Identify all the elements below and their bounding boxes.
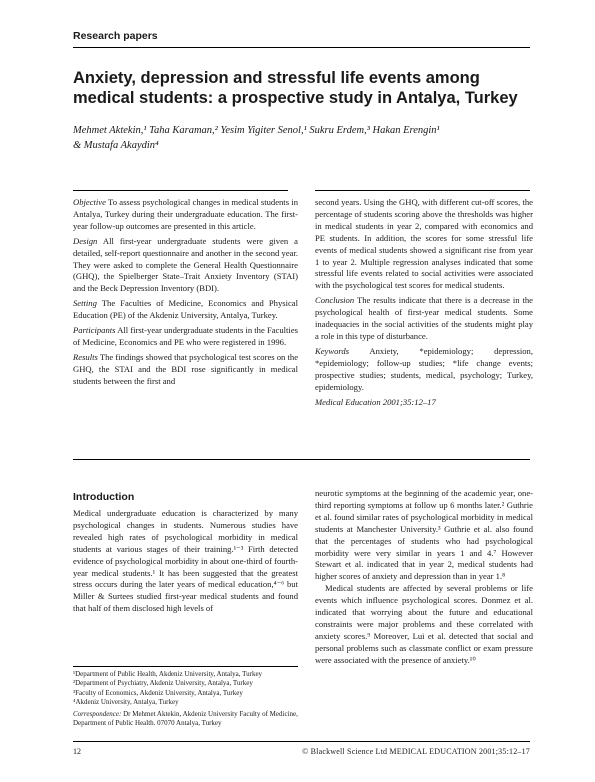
setting-label: Setting xyxy=(73,298,97,309)
citation: Medical Education 2001;35:12–17 xyxy=(315,396,436,407)
objective-label: Objective xyxy=(73,197,106,207)
authors-line-1: Mehmet Aktekin,¹ Taha Karaman,² Yesim Yigiter Senol,¹ Sukru Erdem,³ Hakan Erengin¹ xyxy=(73,125,440,136)
authors xyxy=(73,123,533,153)
abstract-rule-left xyxy=(73,190,288,191)
keywords-label: Keywords xyxy=(315,345,350,356)
abstract-rule-right xyxy=(315,190,530,191)
abstract-conclusion xyxy=(315,295,533,343)
page-number: 12 xyxy=(73,747,81,756)
introduction-para-2: Medical students are affected by several problems or life events which influence psychological scores. Donmez et al. indicated that worrying about the future and educational constraints were major problems and these correlated with anxiety scores.⁹ Moreover, Lui et al. detected that social and personal problems such as classmate conflict or exam pressure were associated with the presence of anxiety.¹⁰ xyxy=(315,583,533,665)
introduction-para-1-part-1: Medical undergraduate education is characterized by many psychological changes in students. Numerous studies have revealed high rates of psychological morbidity in medical students at various stages of their training.¹⁻³ Firth detected evidence of psychological morbidity in about one-third of fourth-year medical students.¹ It has been suggested that the greatest stress occurs during the later years of medical education,⁴⁻⁶ but Miller & Surtees studied first-year medical students and found that half of them disclosed high levels of xyxy=(73,508,298,614)
footnotes xyxy=(73,670,301,729)
design-text: All first-year undergraduate students were given a detailed, self-report questionnaire and another in the second year. They were asked to complete the General Health Questionnaire (GHQ), the Spielberger State–Trait Anxiety Inventory (STAI) and the Beck Depression Inventory (BDI). xyxy=(73,235,298,294)
results-text-part-2: second years. Using the GHQ, with different cut-off scores, the percentage of students scoring above the thresholds was higher in medical students in year 2, compared with economics and PE students. In addition, the scores for some stressful life events of medical students showed a significant rise from year 1 to year 2. Multiple regression analyses indicated that some stressful life events related to social activities were associated with the psychological test scores for medical students. xyxy=(315,197,533,291)
abstract-design xyxy=(73,236,298,296)
participants-text: All first-year undergraduate students in the Faculties of Medicine, Economics and PE who were registered in 1996. xyxy=(73,325,298,347)
abstract-left-column xyxy=(73,197,298,391)
article-title: Anxiety, depression and stressful life events among medical students: a prospective study in Antalya, Turkey xyxy=(73,69,518,107)
footnote-rule xyxy=(73,666,298,667)
introduction-para-1-part-2: neurotic symptoms at the beginning of the academic year, one-third reporting symptoms at follow up 6 months later.² Guthrie et al. found similar rates of psychological morbidity in medical students at Manchester University.³ Guthrie et al. also found that the percentages of students who had psychological morbidity were very similar in years 1 and 4.⁷ However Stewart et al. indicated that in year 2, medical students had higher scores of anxiety and depression than in year 1.⁸ xyxy=(315,488,533,582)
introduction-right-column xyxy=(315,488,533,667)
journal-footer: © Blackwell Science Ltd MEDICAL EDUCATION 2001;35:12–17 xyxy=(302,747,530,756)
participants-label: Participants xyxy=(73,325,116,336)
authors-line-2: & Mustafa Akaydin⁴ xyxy=(73,140,159,151)
footnote-3: ³Faculty of Economics, Akdeniz University, Antalya, Turkey xyxy=(73,688,243,697)
design-label: Design xyxy=(73,235,98,246)
abstract-setting xyxy=(73,298,298,322)
section-label: Research papers xyxy=(73,30,158,42)
abstract-keywords xyxy=(315,346,533,394)
correspondence xyxy=(73,710,301,729)
abstract-results-continued xyxy=(315,197,533,292)
abstract-results xyxy=(73,352,298,388)
results-text-part-1: The findings showed that psychological test scores on the GHQ, the STAI and the BDI rose significantly in medical students between the first and xyxy=(73,351,299,386)
footnote-1: ¹Department of Public Health, Akdeniz University, Antalya, Turkey xyxy=(73,670,263,678)
conclusion-text: The results indicate that there is a decrease in the psychological health of first-year medical students. Some inadequacies in the social activities of the students might play a role in this type of disturbance. xyxy=(315,295,533,341)
abstract-rule-bottom xyxy=(73,459,530,460)
results-label: Results xyxy=(73,351,98,362)
setting-text: The Faculties of Medicine, Economics and Physical Education (PE) of the Akdeniz University, Antalya, Turkey. xyxy=(73,298,298,321)
top-rule xyxy=(73,47,530,48)
conclusion-label: Conclusion xyxy=(315,295,355,306)
abstract-objective xyxy=(73,197,298,233)
footer-rule xyxy=(73,741,530,742)
objective-text: To assess psychological changes in medical students in Antalya, Turkey during their undergraduate education. The first-year follow-up outcomes are presented in this article. xyxy=(73,197,298,231)
introduction-left-column xyxy=(73,508,298,615)
keywords-text: Anxiety, *epidemiology; depression, *epidemiology; follow-up studies; *life change events; prospective studies; students, medical, psychology; Turkey, epidemiology. xyxy=(315,345,533,392)
introduction-heading: Introduction xyxy=(73,491,135,503)
correspondence-text: Dr Mehmet Aktekin, Akdeniz University Faculty of Medicine, Department of Public Health. 07070 Antalya, Turkey xyxy=(73,710,298,728)
abstract-right-column xyxy=(315,197,533,411)
correspondence-label: Correspondence: xyxy=(73,710,122,719)
footnote-4: ⁴Akdeniz University, Antalya, Turkey xyxy=(73,697,179,706)
abstract-participants xyxy=(73,325,298,349)
footnote-2: ²Department of Psychiatry, Akdeniz University, Antalya, Turkey xyxy=(73,679,253,688)
